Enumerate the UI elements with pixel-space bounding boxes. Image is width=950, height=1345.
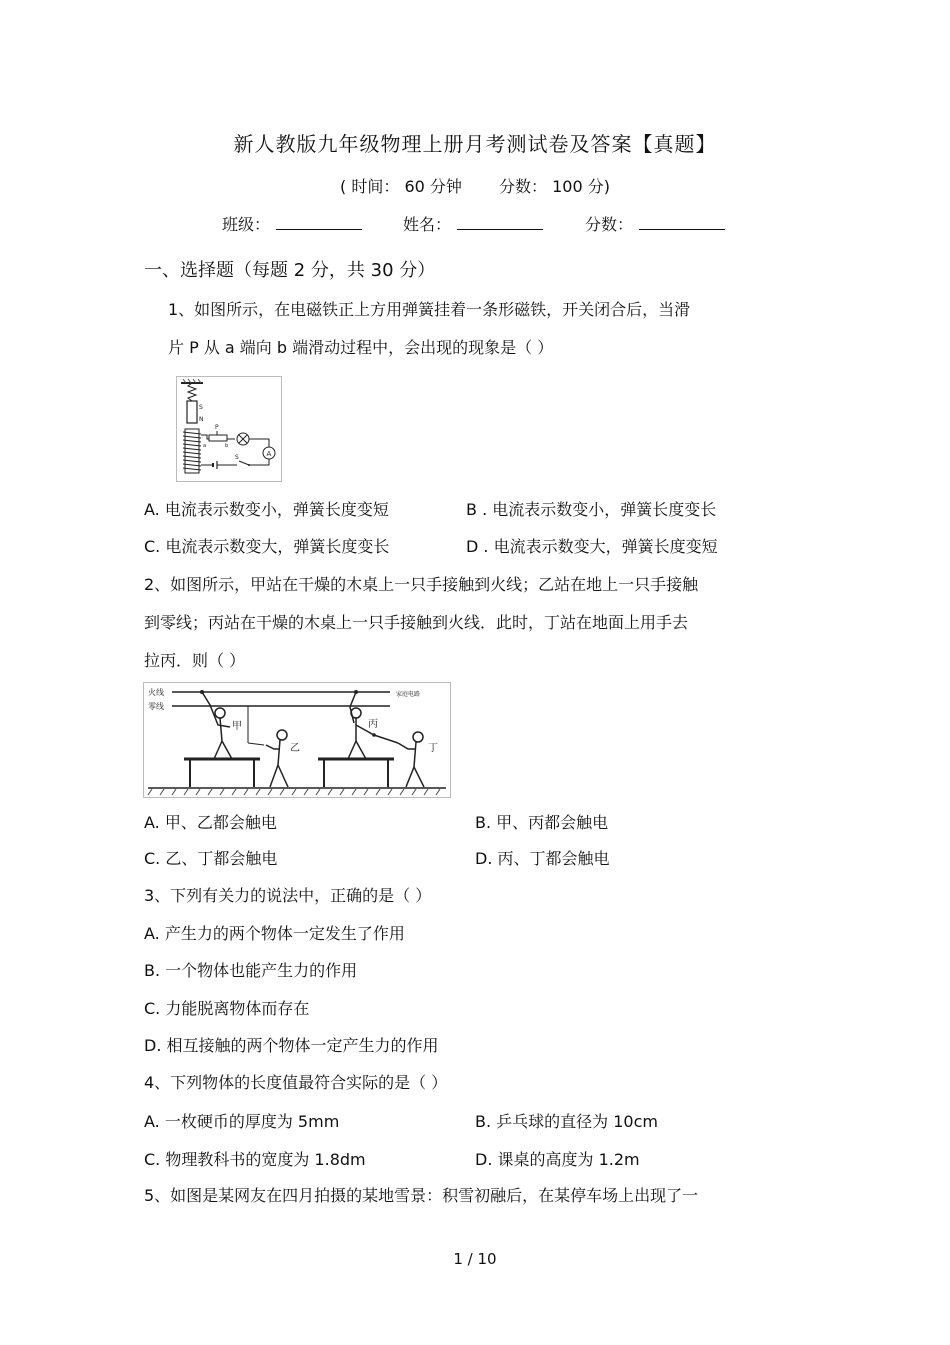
score-field bbox=[585, 212, 725, 235]
question-2-figure bbox=[143, 682, 451, 798]
class-label: 班级： bbox=[222, 215, 271, 234]
question-4-option-d: D. 课桌的高度为 1.2m bbox=[475, 1150, 640, 1169]
fig2-label-home-circuit: 家庭电路 bbox=[396, 691, 421, 698]
section-heading: 一、选择题（每题 2 分，共 30 分） bbox=[144, 260, 436, 281]
question-1-option-c: C. 电流表示数变大，弹簧长度变长 bbox=[144, 537, 390, 556]
fig2-label-yi: 乙 bbox=[290, 743, 300, 754]
question-2-line-1: 2、如图所示，甲站在干燥的木桌上一只手接触到火线；乙站在地上一只手接触 bbox=[144, 575, 699, 594]
question-3-option-c: C. 力能脱离物体而存在 bbox=[144, 999, 310, 1018]
question-2-option-d: D. 丙、丁都会触电 bbox=[475, 849, 610, 868]
exam-meta bbox=[0, 174, 950, 197]
fig1-label-p: P bbox=[215, 424, 219, 431]
score-blank bbox=[639, 215, 725, 230]
fig1-label-a: a bbox=[203, 443, 207, 449]
fig2-label-ding: 丁 bbox=[428, 743, 438, 754]
question-3-option-b: B. 一个物体也能产生力的作用 bbox=[144, 961, 358, 980]
question-4-stem: 4、下列物体的长度值最符合实际的是（ ） bbox=[144, 1073, 448, 1092]
question-3-option-a: A. 产生力的两个物体一定发生了作用 bbox=[144, 924, 405, 943]
score-label: 分数： bbox=[585, 215, 634, 234]
question-1-option-d: D . 电流表示数变大，弹簧长度变短 bbox=[466, 537, 718, 556]
fig2-label-neutral: 零线 bbox=[148, 702, 164, 711]
question-1-line-1: 1、如图所示，在电磁铁正上方用弹簧挂着一条形磁铁，开关闭合后，当滑 bbox=[168, 300, 691, 319]
question-2-option-b: B. 甲、丙都会触电 bbox=[475, 813, 609, 832]
class-blank bbox=[276, 215, 362, 230]
fig2-label-live: 火线 bbox=[148, 688, 164, 697]
name-blank bbox=[457, 215, 543, 230]
fig1-label-switch: S bbox=[235, 454, 239, 461]
fig1-label-ammeter: A bbox=[266, 450, 272, 458]
electromagnet-circuit-diagram bbox=[177, 377, 281, 481]
total-score-info: 分数： 100 分) bbox=[499, 177, 610, 196]
class-field bbox=[222, 212, 362, 235]
question-4-option-a: A. 一枚硬币的厚度为 5mm bbox=[144, 1112, 340, 1131]
question-5-stem: 5、如图是某网友在四月拍摄的某地雪景：积雪初融后，在某停车场上出现了一 bbox=[144, 1186, 699, 1205]
page-title: 新人教版九年级物理上册月考测试卷及答案【真题】 bbox=[233, 132, 717, 156]
name-label: 姓名： bbox=[403, 215, 452, 234]
question-1-figure bbox=[176, 376, 282, 482]
fig2-label-jia: 甲 bbox=[232, 721, 242, 732]
question-1-line-2: 片 P 从 a 端向 b 端滑动过程中，会出现的现象是（ ） bbox=[168, 338, 554, 357]
name-field bbox=[403, 212, 543, 235]
question-2-line-2: 到零线；丙站在干燥的木桌上一只手接触到火线．此时，丁站在地面上用手去 bbox=[144, 613, 689, 632]
question-3-stem: 3、下列有关力的说法中，正确的是（ ） bbox=[144, 886, 432, 905]
question-1-option-a: A. 电流表示数变小，弹簧长度变短 bbox=[144, 500, 389, 519]
fig2-label-bing: 丙 bbox=[368, 719, 378, 730]
question-2-line-3: 拉丙．则（ ） bbox=[144, 651, 246, 670]
question-2-option-c: C. 乙、丁都会触电 bbox=[144, 849, 278, 868]
page-number: 1 / 10 bbox=[453, 1250, 497, 1268]
fig1-label-n: N bbox=[199, 416, 204, 423]
question-4-option-c: C. 物理教科书的宽度为 1.8dm bbox=[144, 1150, 366, 1169]
fig1-label-b: b bbox=[225, 443, 229, 449]
question-2-option-a: A. 甲、乙都会触电 bbox=[144, 813, 277, 832]
electric-shock-scene-diagram bbox=[144, 683, 450, 797]
question-4-option-b: B. 乒乓球的直径为 10cm bbox=[475, 1112, 658, 1131]
question-1-option-b: B . 电流表示数变小，弹簧长度变长 bbox=[466, 500, 717, 519]
time-info: ( 时间： 60 分钟 bbox=[340, 177, 462, 196]
fig1-label-s: S bbox=[199, 404, 203, 411]
question-3-option-d: D. 相互接触的两个物体一定产生力的作用 bbox=[144, 1036, 439, 1055]
